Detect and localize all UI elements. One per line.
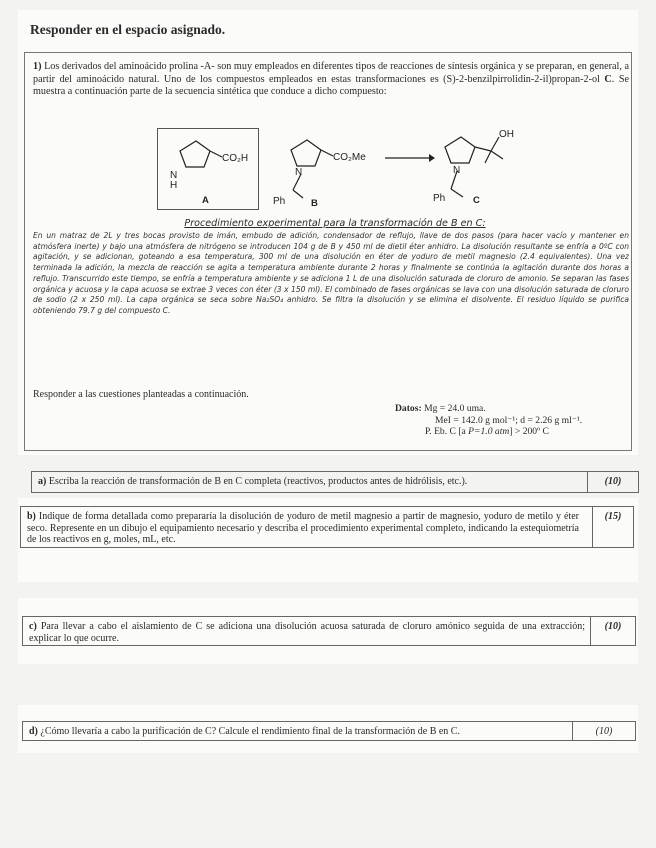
- structure-a-h: H: [170, 180, 178, 191]
- page-heading: Responder en el espacio asignado.: [30, 22, 226, 37]
- structure-c-ph: Ph: [433, 193, 446, 204]
- data-boiling-point: P. Eb. C [a P=1.0 atm] > 200º C: [425, 426, 549, 437]
- structure-b-group: CO₂Me: [333, 152, 366, 163]
- reaction-arrow: [385, 151, 435, 163]
- question-c-points: (10): [590, 617, 635, 645]
- question-c-text: c) Para llevar a cabo el aislamiento de C se adiciona una disolución acuosa saturada de cloruro amónico seguida de una extracción; explicar lo que ocurre.: [29, 621, 585, 644]
- data-mg: Mg = 24.0 uma.: [424, 403, 486, 414]
- data-mei: MeI = 142.0 g mol⁻¹; d = 2.26 g ml⁻¹.: [435, 414, 583, 426]
- structure-b-label: B: [311, 198, 318, 209]
- data-label: Datos:: [395, 403, 422, 414]
- structure-b-ph: Ph: [273, 196, 286, 207]
- structure-c-drawing: [433, 123, 553, 211]
- structure-c-n: N: [453, 165, 461, 176]
- structure-c-oh: OH: [499, 129, 514, 140]
- intro-text-c: . Se muestra a continuación parte de la secuencia sintética que conduce a dicho compuesto:: [33, 73, 630, 98]
- question-c-row: [22, 616, 636, 646]
- question-d-section: [18, 705, 638, 753]
- procedure-title: Procedimiento experimental para la transformación de B en C:: [184, 218, 486, 229]
- question-a-points: (10): [587, 472, 638, 492]
- question-b-row: [20, 506, 634, 548]
- structure-b-n: N: [295, 167, 303, 178]
- structure-a-drawing: [158, 129, 258, 209]
- respond-instruction: Responder a las cuestiones planteadas a continuación.: [33, 389, 249, 400]
- data-box: [395, 403, 582, 438]
- procedure-text: En un matraz de 2L y tres bocas provisto de imán, embudo de adición, condensador de reflujo, llave de dos pasos (para hacer vacío y mantener en atmósfera inerte) y bajo una atmósfera de nitrógeno se introducen 104 g de B y 450 ml de dietil éter anhidro. La disolución resultante se enfría a 0ºC con agitación, y se adicionan, goteando a esa temperatura, 300 ml de una disolución en éter de yoduro de metil magnesio (2.4 equivalentes). Una vez terminada la adición, la mezcla de reacción se agita a temperatura ambiente durante 2 horas y finalmente se continúa la agitación durante dos horas a reflujo. Transcurrido este tiempo, se enfría a temperatura ambiente y se adiciona 1 L de una disolución saturada de cloruro de amonio. Se separan las fases orgánica y acuosa y la capa acuosa se extrae 3 veces con éter (3 x 150 ml). El combinado de fases orgánicas se lava con una disolución saturada de cloruro de sodio (2 x 250 ml). La capa orgánica se seca sobre Na₂SO₄ anhidro. Se filtra la disolución y se elimina el disolvente. El residuo líquido se purifica obteniendo 79.7 g del compuesto C.: [33, 231, 629, 315]
- question-1-box: [24, 52, 632, 487]
- question-b-section: [18, 498, 638, 582]
- reaction-arrow-drawing: [385, 152, 435, 164]
- intro-text-a: Los derivados del aminoácido prolina -A- son muy empleados en diferentes tipos de reacciones de síntesis orgánica y se preparan, en general, a partir del aminoácido natural. Uno de los compuestos empleados en estas transformaciones es (S)-2-benzilpirrolidin-2-il)propan-2-ol: [33, 61, 630, 85]
- question-d-points: (10): [572, 722, 635, 740]
- structure-c: [433, 123, 553, 211]
- structure-a-label: A: [202, 195, 209, 206]
- question-b-text: b) Indique de forma detallada como prepararía la disolución de yoduro de metil magnesio a partir de magnesio, yoduro de metilo y éter seco. Represente en un dibujo el equipamiento necesario y describa el procedimiento experimental completo, indicando la estequiometría de los reactivos en g, moles, mL, etc.: [27, 511, 580, 545]
- question-d-text: d) ¿Cómo llevaría a cabo la purificación de C? Calcule el rendimiento final de la transformación de B en C.: [29, 726, 460, 737]
- question-d-row: [22, 721, 636, 741]
- structure-c-label: C: [473, 195, 480, 206]
- question-a-text: a) Escriba la reacción de transformación de B en C completa (reactivos, productos antes de hidrólisis, etc.).: [38, 476, 468, 487]
- structure-a: [157, 128, 259, 210]
- question-c-section: [18, 598, 638, 664]
- question-1-intro: [33, 61, 629, 99]
- structure-a-n: N: [170, 170, 178, 181]
- question-a-row: [31, 471, 639, 493]
- question-1-number: 1): [33, 61, 42, 72]
- question-1-section: [18, 10, 638, 487]
- structure-a-group: CO₂H: [222, 153, 249, 164]
- intro-compound-c: C: [604, 73, 612, 85]
- question-b-points: (15): [592, 507, 633, 547]
- structure-b-drawing: [263, 128, 383, 210]
- structure-b: [263, 128, 383, 210]
